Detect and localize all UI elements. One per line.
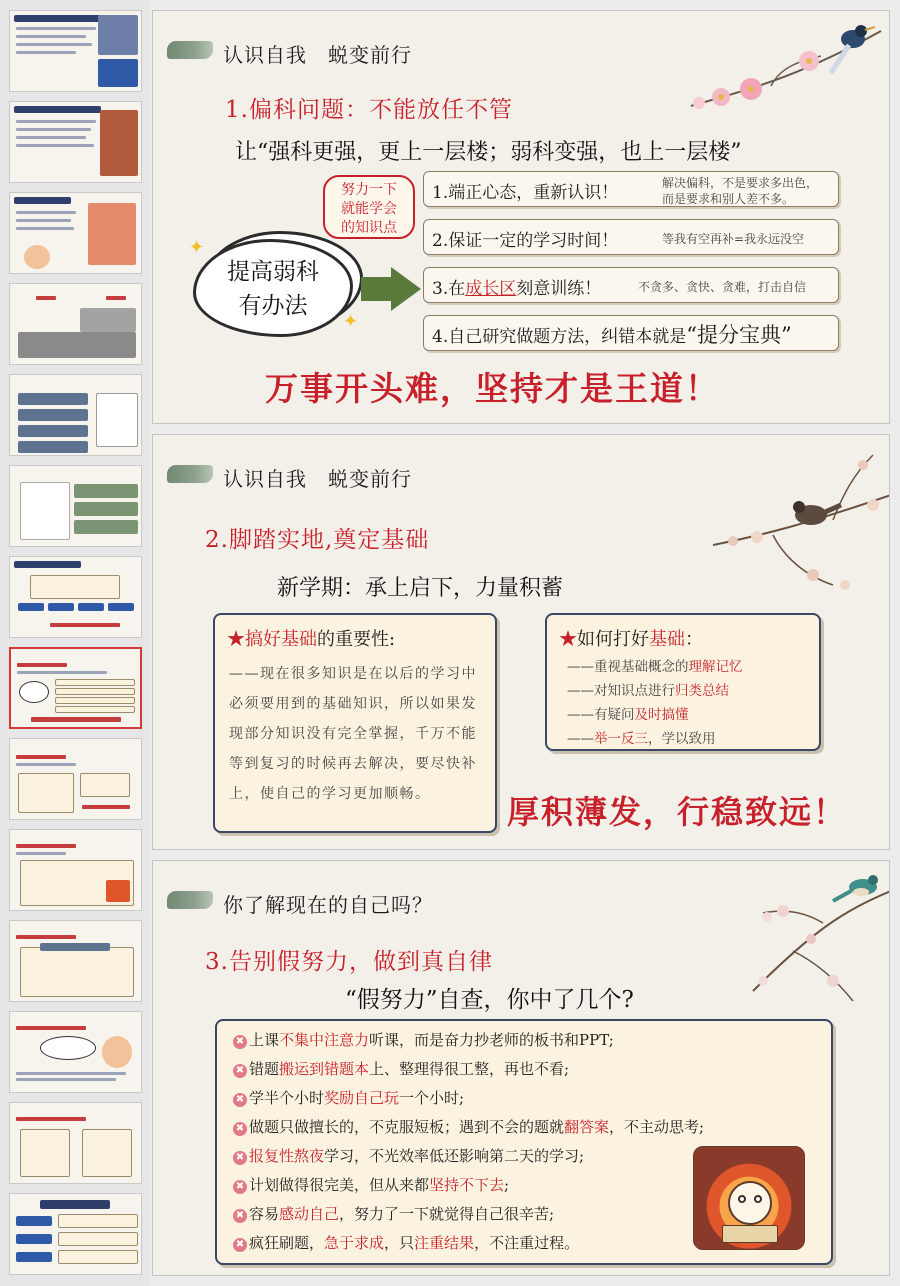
- bubble-line: 的知识点: [341, 220, 397, 236]
- right-arrow-head-icon: [391, 267, 421, 311]
- step-box-3: [423, 267, 839, 303]
- branch-bird-decoration: [713, 435, 890, 605]
- item-text: 一个小时;: [399, 1089, 465, 1107]
- step-text: [432, 319, 792, 349]
- method-text: ——重视基础概念的: [567, 659, 689, 675]
- item-text: 疯狂刷题，: [249, 1234, 325, 1252]
- right-arrow-icon: [361, 277, 393, 301]
- brush-stroke-icon: [167, 465, 213, 483]
- slide-thumbnail-12[interactable]: [9, 1011, 142, 1093]
- step-note: 解决偏科，不是要求多出色，: [662, 176, 819, 190]
- importance-panel: [213, 613, 497, 833]
- thought-cloud: [193, 239, 353, 337]
- step-box-2: [423, 219, 839, 255]
- method-line: [567, 727, 716, 747]
- star-icon: ★: [559, 629, 577, 650]
- method-highlight: 归类总结: [675, 683, 729, 699]
- slide-thumbnail-panel: [0, 0, 150, 1286]
- item-highlight: 奖励自己玩: [324, 1089, 400, 1107]
- slide-header: 认识自我 蜕变前行: [223, 43, 412, 67]
- item-text: 做题只做擅长的，不克服短板；遇到不会的题就: [249, 1118, 565, 1136]
- panel-title-rest: 的重要性:: [317, 629, 396, 650]
- slide-9-foundation[interactable]: [152, 434, 890, 850]
- checklist-item: [233, 1087, 464, 1108]
- cat-eye-icon: [738, 1195, 746, 1203]
- book-icon: [722, 1225, 778, 1243]
- slide-thumbnail-4[interactable]: [9, 283, 142, 365]
- slide-thumbnail-10[interactable]: [9, 829, 142, 911]
- checklist-item: [233, 1029, 614, 1050]
- x-mark-icon: ✖: [233, 1238, 247, 1252]
- panel-body: ——现在很多知识是在以后的学习中必须要用到的基础知识，所以如果发现部分知识没有完全掌握，千万不能等到复习的时候再去解决，要尽快补上，使自己的学习更加顺畅。: [229, 666, 477, 802]
- bubble-line: 就能学会: [341, 201, 397, 217]
- item-text: ，努力了一下就觉得自己很辛苦;: [339, 1205, 555, 1223]
- step-note: 而是要求和别人差不多。: [662, 192, 795, 206]
- slide-thumbnail-9[interactable]: [9, 738, 142, 820]
- section-heading: 3.告别假努力，做到真自律: [205, 949, 493, 975]
- branch-bird-decoration: [693, 861, 890, 1011]
- slogan: 万事开头难，坚持才是王道！: [265, 369, 720, 408]
- item-highlight: 搬运到错题本: [279, 1060, 370, 1078]
- slide-thumbnail-3[interactable]: [9, 192, 142, 274]
- item-highlight: 感动自己: [279, 1205, 340, 1223]
- slide-thumbnail-2[interactable]: [9, 101, 142, 183]
- slide-thumbnail-1[interactable]: [9, 10, 142, 92]
- checklist-item: [233, 1145, 584, 1166]
- section-subheading: 让“强科更强，更上一层楼；弱科变强，也上一层楼”: [235, 140, 742, 165]
- item-text: 听课，而是奋力抄老师的板书和PPT;: [369, 1031, 614, 1049]
- item-text: ;: [504, 1176, 510, 1194]
- slide-header: 你了解现在的自己吗？: [223, 893, 433, 917]
- item-text: 学习，不光效率低还影响第二天的学习;: [324, 1147, 585, 1165]
- item-highlight: 急于求成: [324, 1234, 385, 1252]
- slogan: 厚积薄发，行稳致远！: [507, 793, 848, 831]
- item-text: ，只: [384, 1234, 415, 1252]
- step-text: [432, 274, 601, 299]
- fake-effort-checklist: [215, 1019, 833, 1265]
- panel-title: [227, 625, 395, 651]
- item-text: ，不主动思考;: [609, 1118, 705, 1136]
- section-heading: 2.脚踏实地,奠定基础: [205, 527, 430, 553]
- step-box-4: [423, 315, 839, 351]
- cat-eye-icon: [754, 1195, 762, 1203]
- slide-thumbnail-14[interactable]: [9, 1193, 142, 1275]
- star-icon: ✦: [189, 237, 205, 258]
- step-text-pre: 3.在: [432, 279, 466, 299]
- method-text: ——有疑问: [567, 707, 635, 723]
- slide-8-partial-subject[interactable]: [152, 10, 890, 424]
- step-text-post: 刻意训练！: [516, 279, 602, 299]
- step-text: 1.端正心态，重新认识！: [432, 183, 619, 203]
- effort-speech-bubble: [323, 175, 415, 239]
- section-subheading: 新学期：承上启下，力量积蓄: [277, 576, 564, 601]
- item-text: 容易: [249, 1205, 280, 1223]
- step-note: 不贪多、贪快、贪难，打击自信: [638, 280, 807, 294]
- item-text: 错题: [249, 1060, 280, 1078]
- panel-title-highlight: 搞好基础: [245, 629, 317, 650]
- method-line: [567, 655, 743, 675]
- method-text: ——对知识点进行: [567, 683, 675, 699]
- item-highlight: 翻答案: [564, 1118, 610, 1136]
- step-text: 2.保证一定的学习时间！: [432, 231, 619, 251]
- star-icon: ★: [227, 629, 245, 650]
- x-mark-icon: ✖: [233, 1035, 247, 1049]
- checklist-item: [233, 1058, 569, 1079]
- cat-face-icon: [728, 1181, 772, 1225]
- section-subheading: “假努力”自查，你中了几个?: [345, 987, 634, 1013]
- panel-title-pre: 如何打好: [577, 629, 649, 650]
- checklist-item: [233, 1232, 579, 1253]
- method-highlight: 理解记忆: [688, 659, 743, 675]
- slide-thumbnail-7[interactable]: [9, 556, 142, 638]
- item-text: ，不注重过程。: [474, 1234, 580, 1252]
- item-text: 计划做得很完美，但从来都: [249, 1176, 430, 1194]
- panel-title-highlight: 基础: [649, 629, 685, 650]
- flower-branch-bird-decoration: [681, 11, 890, 121]
- how-to-panel: [545, 613, 821, 751]
- item-text: 学半个小时: [249, 1089, 325, 1107]
- x-mark-icon: ✖: [233, 1093, 247, 1107]
- method-text: ，学以致用: [648, 731, 716, 747]
- brush-stroke-icon: [167, 891, 213, 909]
- checklist-item: [233, 1174, 509, 1195]
- x-mark-icon: ✖: [233, 1122, 247, 1136]
- step-quote: “提分宝典”: [686, 323, 792, 347]
- slide-thumbnail-11[interactable]: [9, 920, 142, 1002]
- section-heading: 1.偏科问题：不能放任不管: [225, 97, 513, 123]
- star-icon: ✦: [343, 311, 359, 332]
- slide-thumbnail-5[interactable]: [9, 374, 142, 456]
- slide-10-fake-effort[interactable]: [152, 860, 890, 1276]
- step-note: 等我有空再补=我永远没空: [662, 232, 805, 246]
- burning-cat-illustration: [693, 1146, 805, 1250]
- bubble-line: 努力一下: [341, 182, 397, 198]
- checklist-item: [233, 1203, 554, 1224]
- item-highlight: 不集中注意力: [279, 1031, 370, 1049]
- cloud-line: 提高弱科: [227, 259, 319, 285]
- item-text: 上课: [249, 1031, 280, 1049]
- checklist-item: [233, 1116, 704, 1137]
- x-mark-icon: ✖: [233, 1209, 247, 1223]
- slide-thumbnail-6[interactable]: [9, 465, 142, 547]
- item-highlight: 报复性熬夜: [249, 1147, 325, 1165]
- method-text: ——: [567, 731, 594, 747]
- item-highlight: 注重结果: [414, 1234, 475, 1252]
- brush-stroke-icon: [167, 41, 213, 59]
- panel-title: [559, 625, 703, 651]
- method-highlight: 及时搞懂: [634, 707, 689, 723]
- item-text: 上、整理得很工整，再也不看;: [369, 1060, 570, 1078]
- slide-header: 认识自我 蜕变前行: [223, 467, 412, 491]
- cloud-line: 有办法: [238, 293, 308, 319]
- method-line: [567, 703, 689, 723]
- item-highlight: 坚持不下去: [429, 1176, 505, 1194]
- step-text-pre: 4.自己研究做题方法，纠错本就是: [432, 327, 687, 347]
- x-mark-icon: ✖: [233, 1151, 247, 1165]
- x-mark-icon: ✖: [233, 1064, 247, 1078]
- x-mark-icon: ✖: [233, 1180, 247, 1194]
- panel-title-post: ：: [685, 629, 703, 650]
- method-line: [567, 679, 729, 699]
- slide-thumbnail-13[interactable]: [9, 1102, 142, 1184]
- method-highlight: 举一反三: [594, 731, 648, 747]
- step-box-1: [423, 171, 839, 207]
- slide-thumbnail-8[interactable]: [9, 647, 142, 729]
- growth-zone-highlight: 成长区: [465, 279, 517, 299]
